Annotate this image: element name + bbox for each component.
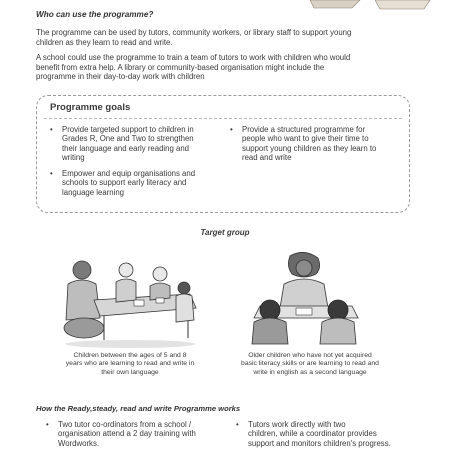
bullet: • xyxy=(46,420,49,429)
caption-line: Older children who have not yet acquired xyxy=(248,352,372,359)
who-p2-line: A school could use the programme to train a team of tutors to work with children who would xyxy=(36,53,351,62)
how-line: Wordworks. xyxy=(58,438,100,448)
goal-line: support young children as they learn to xyxy=(242,143,377,153)
bullet: • xyxy=(236,420,239,429)
how-item-1 xyxy=(44,420,196,448)
goals-divider xyxy=(44,118,402,119)
caption-line: years who are learning to read and write in xyxy=(65,360,195,368)
programme-goals-title: Programme goals xyxy=(50,102,131,113)
goal-line: language learning xyxy=(62,187,124,197)
caption-line: write in english as a second language xyxy=(253,368,367,376)
bullet: • xyxy=(230,125,233,134)
how-it-works-title: How the Ready,steady, read and write Programme works xyxy=(36,404,241,413)
goal-line: writing xyxy=(62,153,85,163)
goal-line: Provide targeted support to children in xyxy=(62,125,194,134)
older-children-illustration xyxy=(240,250,370,345)
caption-line: basic literacy skills or are learning to read and xyxy=(241,360,379,368)
who-p2-line: benefit from extra help. A library or community-based organisation might include the xyxy=(36,62,325,72)
who-paragraph-2 xyxy=(36,53,350,82)
top-illustration-fragment xyxy=(300,0,440,10)
goal-line: Provide a structured programme for xyxy=(242,125,366,134)
bullet: • xyxy=(50,125,53,134)
how-line: Tutors work directly with two xyxy=(248,420,346,429)
caption-line: their own language xyxy=(101,368,159,376)
who-paragraph-1 xyxy=(36,28,351,47)
how-line: support and monitors children's progress. xyxy=(248,438,391,448)
who-p1-line: The programme can be used by tutors, community workers, or library staff to support young xyxy=(36,28,352,37)
how-line: Two tutor co-ordinators from a school / xyxy=(58,420,192,429)
how-item-2 xyxy=(234,420,391,448)
how-line: children, while a coordinator provides xyxy=(248,429,377,439)
young-children-caption xyxy=(55,352,205,377)
goal-line: Grades R, One and Two to strengthen xyxy=(62,134,194,144)
older-children-caption xyxy=(235,352,385,377)
bullet: • xyxy=(50,169,53,178)
goal-line: schools to support early literacy and xyxy=(62,178,187,188)
goal-line: Empower and equip organisations and xyxy=(62,169,196,178)
goal-item-3 xyxy=(228,125,376,163)
goal-item-1 xyxy=(48,125,194,163)
goal-line: their language and early reading and xyxy=(62,143,190,153)
who-p1-line: children as they learn to read and write. xyxy=(36,37,173,47)
young-children-illustration xyxy=(60,248,200,348)
goal-line: read and write xyxy=(242,153,292,163)
who-p2-line: programme in their day-to-day work with children xyxy=(36,72,205,82)
how-line: organisation attend a 2 day training with xyxy=(58,429,196,439)
goal-item-2 xyxy=(48,169,195,197)
caption-line: Children between the ages of 5 and 8 xyxy=(73,352,187,359)
who-heading: Who can use the programme? xyxy=(36,10,154,19)
goal-line: people who want to give their time to xyxy=(242,134,369,144)
target-group-title: Target group xyxy=(200,228,250,237)
